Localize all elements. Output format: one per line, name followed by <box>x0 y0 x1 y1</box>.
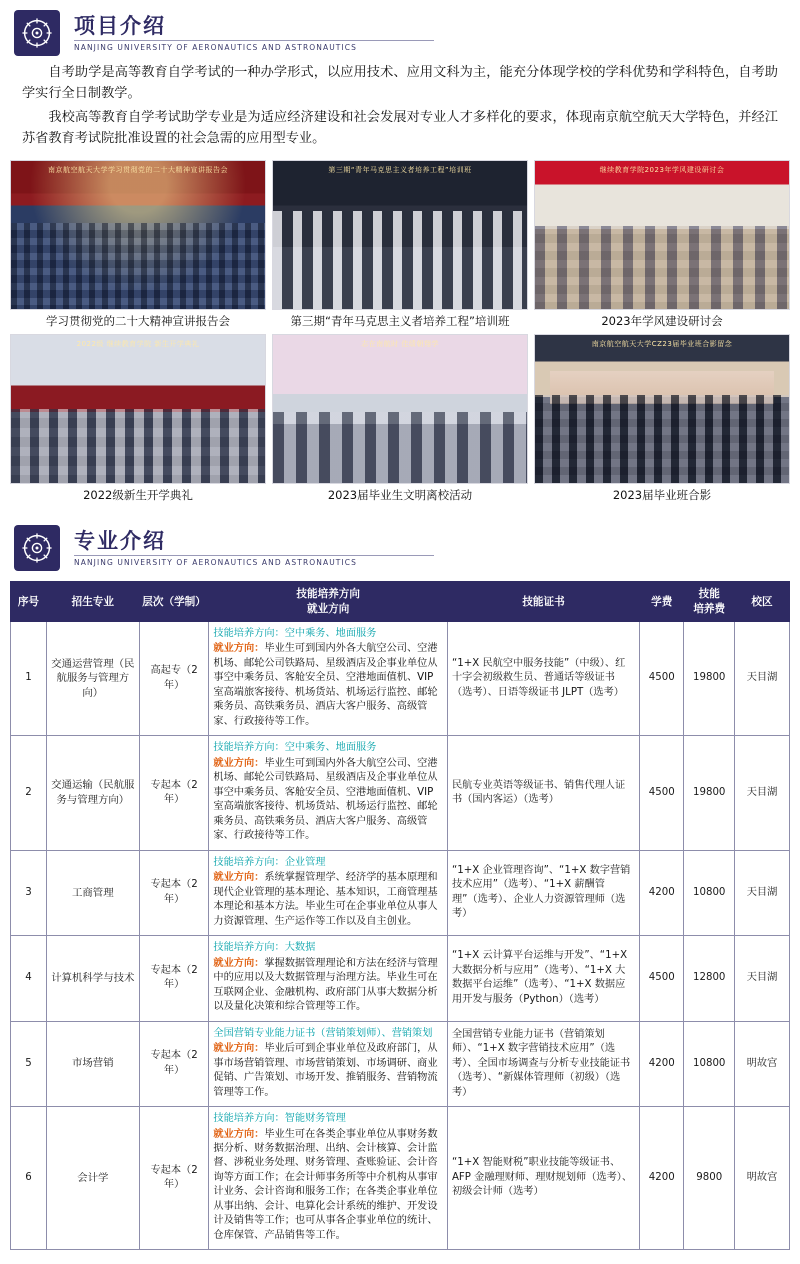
cell-major: 会计学 <box>46 1107 139 1250</box>
cell-train-value: 智能财务管理 <box>284 1113 346 1125</box>
cell-job-value: 毕业生可在各类企事业单位从事财务数据分析、财务数据治理、出纳、会计核算、会计监督、涉税业务处理、财务管理、查账验证、会计咨询等方面工作；在会计师事务所等中介机构从事审计业务、会计咨询和服务工作；在各类企事业单位从事出纳、会计、电算化会计系统的维护、开发设计及销售等工作；也可从事各企事业单位的统计、仓库保管、产品销售等工作。 <box>213 1128 438 1241</box>
cell-level: 高起专（2 年） <box>139 621 209 735</box>
cell-direction <box>209 1021 448 1106</box>
cell-index: 2 <box>11 736 47 850</box>
cell-index: 1 <box>11 621 47 735</box>
cell-certificate: “1+X 智能财税”职业技能等级证书、AFP 金融理财师、理财规划师（选考）、初级会计师（选考） <box>447 1107 639 1250</box>
column-header-skill-fee-line1: 技能 <box>698 588 720 601</box>
cell-skill-fee: 12800 <box>684 936 735 1021</box>
table-row <box>11 1021 790 1106</box>
intro-paragraph-2: 我校高等教育自学考试助学专业是为适应经济建设和社会发展对专业人才多样化的要求，体现南京航空航天大学特色，并经江苏省教育考试院批准设置的社会急需的应用型专业。 <box>22 109 778 147</box>
cell-tuition: 4200 <box>640 1021 684 1106</box>
cell-train-value: 大数据 <box>284 942 316 954</box>
cell-skill-fee: 19800 <box>684 736 735 850</box>
cell-certificate: “1+X 云计算平台运维与开发”、“1+X 大数据分析与应用”（选考）、“1+X 大数据平台运维”（选考）、“1+X 数据应用开发与服务（Python）（选考） <box>447 936 639 1021</box>
section-title-cn: 项目介绍 <box>74 13 166 38</box>
cell-index: 5 <box>11 1021 47 1106</box>
cell-job-value: 毕业生可到国内外各大航空公司、空港机场、邮轮公司铁路局、星级酒店及企事业单位从事空中乘务员、客舱安全员、空港地面值机、VIP 室高端旅客接待、机场货站、机场运行监控、邮轮乘务员、高铁乘务员、酒店大客户服务、高级管家、行政接待等工作。 <box>213 757 438 842</box>
cell-level: 专起本（2 年） <box>139 936 209 1021</box>
label-train-direction: 全国营销专业能力证书（营销策划师）、 <box>213 1027 392 1039</box>
photo-inner-banner-text: 志在南航时 佳绩朝翔学 <box>361 340 439 349</box>
photo-caption: 第三期“青年马克思主义者培养工程”培训班 <box>290 313 510 328</box>
cell-campus: 天目湖 <box>735 850 790 935</box>
cell-campus: 明故宫 <box>735 1021 790 1106</box>
cell-campus: 天目湖 <box>735 621 790 735</box>
cell-index: 3 <box>11 850 47 935</box>
photo-image <box>10 334 266 484</box>
cell-skill-fee: 10800 <box>684 1021 735 1106</box>
photo-caption: 2023届毕业班合影 <box>612 488 712 503</box>
photo-image <box>534 334 790 484</box>
photo-cell <box>10 160 266 331</box>
photo-image <box>10 160 266 310</box>
cell-direction <box>209 850 448 935</box>
label-train-direction: 技能培养方向： <box>213 742 285 754</box>
section-header-intro <box>0 10 800 56</box>
photo-cell <box>534 334 790 505</box>
photo-caption: 2022级新生开学典礼 <box>83 488 193 503</box>
label-job-direction: 就业方向： <box>213 1043 265 1055</box>
photo-caption: 2023年学风建设研讨会 <box>601 313 723 328</box>
label-job-direction: 就业方向： <box>213 1128 265 1140</box>
cell-skill-fee: 9800 <box>684 1107 735 1250</box>
photo-inner-banner-text: 继续教育学院2023年学风建设研讨会 <box>599 165 725 174</box>
label-train-direction: 技能培养方向： <box>213 942 285 954</box>
cell-train-value: 空中乘务、地面服务 <box>284 627 377 639</box>
photo-cell <box>10 334 266 505</box>
cell-major: 计算机科学与技术 <box>46 936 139 1021</box>
cell-job-value: 系统掌握管理学、经济学的基本原理和现代企业管理的基本理论、基本知识，工商管理基本理论和基本方法。毕业生可在企事业单位从事人力资源管理、生产运作等工作以及自主创业。 <box>213 872 438 927</box>
cell-tuition: 4200 <box>640 1107 684 1250</box>
cell-level: 专起本（2 年） <box>139 850 209 935</box>
cell-direction <box>209 936 448 1021</box>
cell-index: 4 <box>11 936 47 1021</box>
photo-inner-banner-text: 南京航空航天大学学习贯彻党的二十大精神宣讲报告会 <box>48 165 228 174</box>
cell-skill-fee: 10800 <box>684 850 735 935</box>
university-emblem-icon <box>14 10 60 56</box>
cell-campus: 天目湖 <box>735 736 790 850</box>
label-job-direction: 就业方向： <box>213 757 265 769</box>
photo-inner-banner-text: 南京航空航天大学CZ23届毕业班合影留念 <box>591 340 733 349</box>
brochure-page <box>0 10 800 1264</box>
majors-table-wrapper <box>0 577 800 1264</box>
column-header-skill-fee-line2: 培养费 <box>693 602 726 615</box>
column-header-direction-line2: 就业方向 <box>306 602 350 615</box>
label-train-direction: 技能培养方向： <box>213 1113 285 1125</box>
column-header-campus: 校区 <box>735 582 790 622</box>
column-header-direction <box>209 582 448 622</box>
photo-inner-banner-text: 第三期“青年马克思主义者培养工程”培训班 <box>328 165 472 174</box>
cell-major: 交通运营管理（民航服务与管理方向） <box>46 621 139 735</box>
photo-caption: 2023届毕业生文明离校活动 <box>327 488 473 503</box>
cell-skill-fee: 19800 <box>684 621 735 735</box>
cell-train-value: 企业管理 <box>284 856 326 868</box>
column-header-direction-line1: 技能培养方向 <box>296 588 360 601</box>
section-title-en: NANJING UNIVERSITY OF AERONAUTICS AND ASTRONAUTICS <box>74 40 434 52</box>
cell-direction <box>209 736 448 850</box>
photo-cell <box>272 160 528 331</box>
cell-tuition: 4500 <box>640 936 684 1021</box>
cell-certificate: 民航专业英语等级证书、销售代理人证书（国内客运）（选考） <box>447 736 639 850</box>
cell-train-value: 空中乘务、地面服务 <box>284 742 377 754</box>
cell-campus: 天目湖 <box>735 936 790 1021</box>
cell-certificate: 全国营销专业能力证书（营销策划师）、“1+X 数字营销技术应用”（选考）、全国市场调查与分析专业技能证书（选考）、“新媒体管理师（初级）（选考） <box>447 1021 639 1106</box>
cell-level: 专起本（2 年） <box>139 736 209 850</box>
cell-direction <box>209 1107 448 1250</box>
table-row <box>11 736 790 850</box>
cell-tuition: 4500 <box>640 621 684 735</box>
table-row <box>11 850 790 935</box>
column-header-skill-fee <box>684 582 735 622</box>
column-header-index: 序号 <box>11 582 47 622</box>
label-train-direction: 技能培养方向： <box>213 627 285 639</box>
photo-cell <box>534 160 790 331</box>
cell-campus: 明故宫 <box>735 1107 790 1250</box>
majors-table <box>10 581 790 1250</box>
cell-certificate: “1+X 企业管理咨询”、“1+X 数字营销技术应用”（选考）、“1+X 薪酬管理”（选考）、企业人力资源管理师（选考） <box>447 850 639 935</box>
photo-image <box>272 334 528 484</box>
column-header-certificate: 技能证书 <box>447 582 639 622</box>
column-header-tuition: 学费 <box>640 582 684 622</box>
cell-tuition: 4500 <box>640 736 684 850</box>
cell-major: 市场营销 <box>46 1021 139 1106</box>
label-job-direction: 就业方向： <box>213 643 265 655</box>
cell-job-value: 毕业生可到国内外各大航空公司、空港机场、邮轮公司铁路局、星级酒店及企事业单位从事空中乘务员、客舱安全员、空港地面值机、VIP 室高端旅客接待、机场货站、机场运行监控、邮轮乘务员、高铁乘务员、酒店大客户服务、高级管家、行政接待等工作。 <box>213 643 438 727</box>
photo-cell <box>272 334 528 505</box>
cell-train-value: 营销策划 <box>391 1027 433 1039</box>
table-header-row <box>11 582 790 622</box>
label-job-direction: 就业方向： <box>213 872 265 884</box>
table-row <box>11 936 790 1021</box>
photo-banner-decoration <box>550 371 774 404</box>
photo-image <box>272 160 528 310</box>
cell-level: 专起本（2 年） <box>139 1021 209 1106</box>
cell-major: 交通运输（民航服务与管理方向） <box>46 736 139 850</box>
label-job-direction: 就业方向： <box>213 957 265 969</box>
cell-level: 专起本（2 年） <box>139 1107 209 1250</box>
university-emblem-icon <box>14 525 60 571</box>
cell-certificate: “1+X 民航空中服务技能”（中级）、红十字会初级救生员、普通话等级证书（选考）、日语等级证书 JLPT（选考） <box>447 621 639 735</box>
cell-tuition: 4200 <box>640 850 684 935</box>
column-header-level: 层次（学制） <box>139 582 209 622</box>
label-train-direction: 技能培养方向： <box>213 856 285 868</box>
section-header-majors <box>0 525 800 571</box>
photo-caption: 学习贯彻党的二十大精神宣讲报告会 <box>46 313 230 328</box>
cell-index: 6 <box>11 1107 47 1250</box>
section-title-en: NANJING UNIVERSITY OF AERONAUTICS AND ASTRONAUTICS <box>74 555 434 567</box>
cell-job-value: 掌握数据管理理论和方法在经济与管理中的应用以及大数据管理与治理方法。毕业生可在互联网企业、金融机构、政府部门从事大数据分析以及量化决策和综合管理等工作。 <box>213 957 438 1013</box>
intro-paragraph-1: 自考助学是高等教育自学考试的一种办学形式，以应用技术、应用文科为主，能充分体现学校的学科优势和学科特色，自考助学实行全日制教学。 <box>22 65 778 102</box>
cell-direction <box>209 621 448 735</box>
table-row <box>11 1107 790 1250</box>
cell-major: 工商管理 <box>46 850 139 935</box>
photo-image <box>534 160 790 310</box>
photo-gallery <box>0 152 800 508</box>
column-header-major: 招生专业 <box>46 582 139 622</box>
photo-inner-banner-text: 2022级 继续教育学院 新生开学典礼 <box>76 340 200 349</box>
section-title-cn: 专业介绍 <box>74 529 166 554</box>
table-row <box>11 621 790 735</box>
intro-text-block <box>0 62 800 150</box>
cell-job-value: 毕业后可到企事业单位及政府部门，从事市场营销管理、市场营销策划、市场调研、商业促销、广告策划、市场开发、推销服务、营销物流管理等工作。 <box>213 1043 438 1098</box>
